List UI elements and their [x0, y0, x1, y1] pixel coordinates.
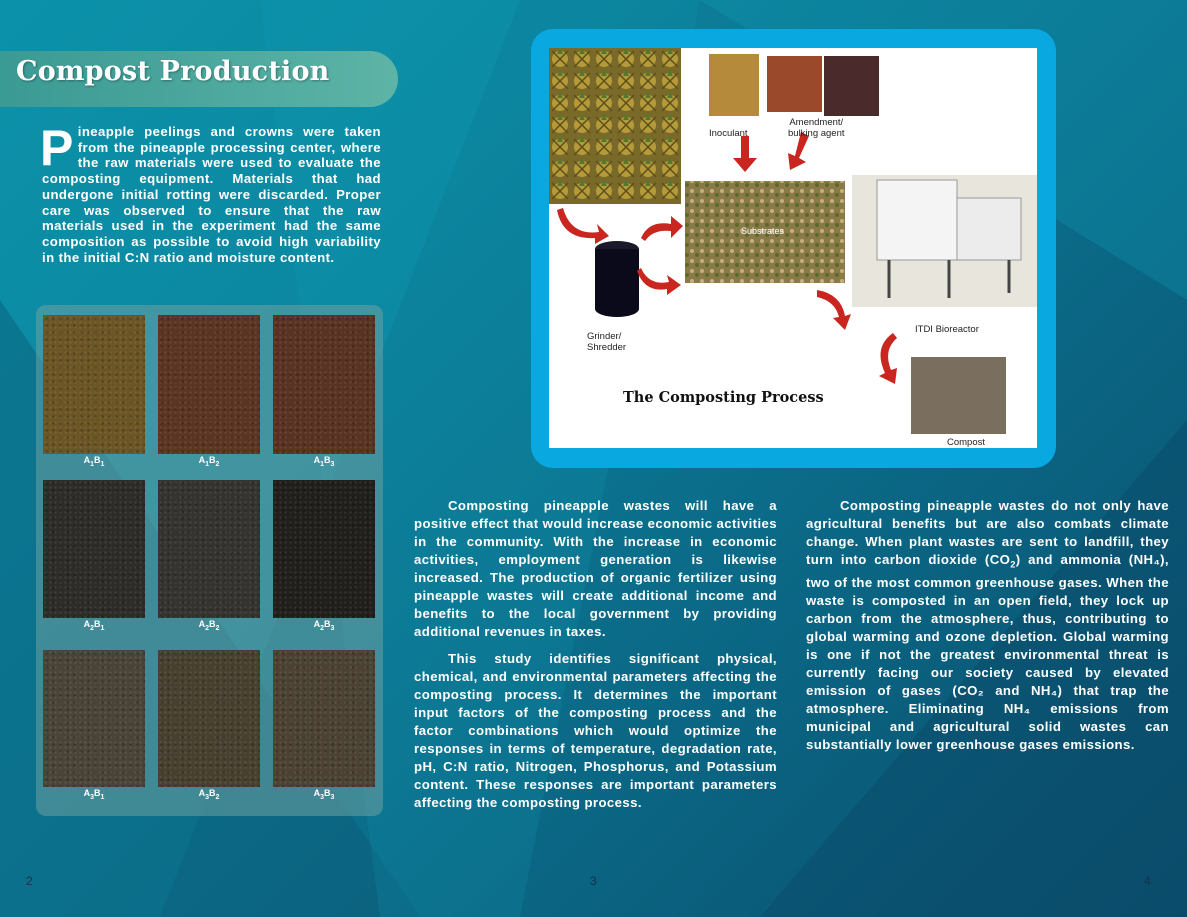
grinder-shredder-icon	[595, 249, 639, 309]
pineapple-photo	[549, 48, 681, 204]
amendment-photo-1	[767, 56, 822, 112]
compost-label: Compost	[947, 437, 986, 448]
amendment-photo-2	[824, 56, 879, 116]
bioreactor-body	[877, 180, 957, 260]
compost-sample-photo	[273, 650, 375, 787]
right-column	[806, 497, 1169, 763]
compost-sample-label: $A_3B_2$	[198, 788, 220, 801]
compost-sample-photo	[158, 315, 260, 454]
compost-sample-photo	[158, 480, 260, 618]
compost-sample-label: $A_1B_2$	[198, 455, 220, 468]
substrates-label: Substrates	[741, 226, 785, 236]
compost-sample-photo	[43, 480, 145, 618]
composting-process-diagram	[549, 48, 1037, 448]
page-number-center: 3	[590, 874, 597, 888]
process-illustration	[549, 48, 1037, 448]
compost-sample-label: $A_2B_3$	[313, 619, 335, 632]
bioreactor-label: ITDI Bioreactor	[915, 324, 979, 335]
bioreactor-body-2	[957, 198, 1021, 260]
middle-column	[414, 497, 777, 821]
compost-sample-photo	[273, 315, 375, 454]
compost-sample-label: $A_2B_2$	[198, 619, 220, 632]
compost-sample-photo	[43, 315, 145, 454]
amendment-label: Amendment/ bulking agent	[788, 117, 845, 139]
intro-paragraph	[40, 120, 381, 265]
inoculant-label: Inoculant	[709, 128, 748, 139]
compost-sample-label: $A_3B_3$	[313, 788, 335, 801]
drop-cap: P	[40, 120, 74, 176]
page-title: Compost Production	[16, 56, 330, 87]
compost-sample-photo	[43, 650, 145, 787]
compost-sample-photo	[273, 480, 375, 618]
intro-text: ineapple peelings and crowns were taken from the pineapple processing center, where the raw materials were used to evaluate the composting equipment. Materials that had undergone initial rotting were discarded. Proper care was observed to ensure that the raw materials used in the experiment had the same composition as possible to avoid high variability in the initial C:N ratio and moisture content.	[42, 124, 381, 265]
right-paragraph: Composting pineapple wastes do not only have agricultural benefits but are also combats climate change. When plant wastes are sent to landfill, they turn into carbon dioxide $(CO_2)$ and ammonia (NH₄), two of the most common greenhouse gases. When the waste is composted in an open field, they lock up carbon from the atmosphere, thus, contributing to global warming and ozone depletion. Global warming is one if not the greatest environmental threat is currently facing our society caused by elevated emission of gases (CO₂ and NH₄) that trap the atmosphere. Eliminating NH₄ emissions from municipal and agricultural solid wastes can substantially lower greenhouse gases emissions.	[806, 498, 1169, 752]
inoculant-photo	[709, 54, 759, 116]
grinder-label: Grinder/ Shredder	[587, 331, 627, 353]
compost-photo	[911, 357, 1006, 434]
compost-sample-label: $A_1B_3$	[313, 455, 335, 468]
compost-sample-label: $A_2B_1$	[83, 619, 105, 632]
compost-sample-label: $A_1B_1$	[83, 455, 105, 468]
middle-paragraph-2: This study identifies significant physical, chemical, and environmental parameters affecting the composting process. It determines the important input factors of the composting process and the factor combinations which would optimize the responses in terms of temperature, degradation rate, pH, C:N ratio, Nitrogen, Phosphorus, and Potassium content. These responses are important parameters affecting the composting process.	[414, 651, 777, 810]
page-number-left: 2	[26, 874, 33, 888]
middle-paragraph-1: Composting pineapple wastes will have a positive effect that would increase economic activities in the community. With the increase in economic activities, employment generation is likewise increased. The production of organic fertilizer using pineapple wastes will create additional income and benefits to the local government by providing additional revenues in taxes.	[414, 498, 777, 639]
compost-sample-label: $A_3B_1$	[83, 788, 105, 801]
diagram-caption: The Composting Process	[623, 389, 824, 406]
compost-sample-photo	[158, 650, 260, 787]
page-number-right: 4	[1144, 874, 1151, 888]
